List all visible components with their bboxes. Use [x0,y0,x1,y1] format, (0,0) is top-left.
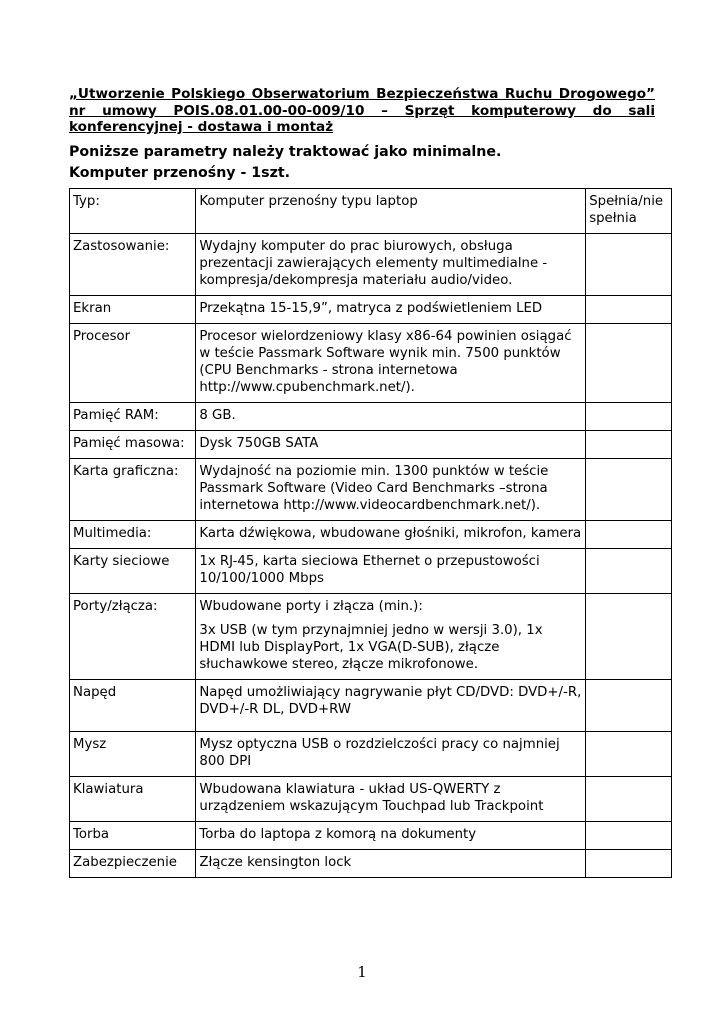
document-title: „Utworzenie Polskiego Obserwatorium Bezpieczeństwa Ruchu Drogowego” nr umowy POIS.08.01.00-00-009/10 – Sprzęt komputerowy do sali konferencyjnej - dostawa i montaż [69,86,655,135]
spec-table [69,188,672,878]
spec-value: Przekątna 15-15,9”, matryca z podświetleniem LED [196,296,586,324]
spec-label: Karta graficzna: [70,459,196,521]
spec-value-line: Wbudowane porty i złącza (min.): [199,599,423,614]
spec-value: Wbudowana klawiatura - układ US-QWERTY z urządzeniem wskazującym Touchpad lub Trackpoint [196,777,586,822]
table-row [70,431,672,459]
table-row [70,234,672,296]
compliance-header: Spełnia/nie spełnia [586,189,672,234]
page-number: 1 [357,963,367,981]
table-row [70,459,672,521]
section-heading: Komputer przenośny - 1szt. [69,165,291,181]
spec-label: Ekran [70,296,196,324]
table-row [70,680,672,732]
spec-label: Porty/złącza: [70,594,196,680]
table-row [70,403,672,431]
spec-value: Torba do laptopa z komorą na dokumenty [196,822,586,850]
table-row [70,521,672,549]
compliance-cell [586,296,672,324]
spec-value: Wydajność na poziomie min. 1300 punktów w teście Passmark Software (Video Card Benchmarks –strona internetowa http://www.videocardbenchmark.net/). [196,459,586,521]
compliance-cell [586,732,672,777]
spec-value: Złącze kensington lock [196,850,586,878]
table-row [70,549,672,594]
spec-label: Multimedia: [70,521,196,549]
spec-label: Karty sieciowe [70,549,196,594]
compliance-cell [586,459,672,521]
compliance-cell [586,549,672,594]
table-row [70,594,672,680]
spec-value [196,680,586,732]
spec-label: Zabezpieczenie [70,850,196,878]
compliance-cell [586,850,672,878]
compliance-cell [586,521,672,549]
table-row [70,324,672,403]
spec-label: Pamięć RAM: [70,403,196,431]
spec-value [196,594,586,680]
spec-value: Procesor wielordzeniowy klasy x86-64 powinien osiągać w teście Passmark Software wynik min. 7500 punktów (CPU Benchmarks - strona internetowa http://www.cpubenchmark.net/). [196,324,586,403]
compliance-cell [586,403,672,431]
compliance-cell [586,431,672,459]
compliance-cell [586,234,672,296]
spec-label: Pamięć masowa: [70,431,196,459]
spec-label: Klawiatura [70,777,196,822]
compliance-cell [586,594,672,680]
spec-value: Mysz optyczna USB o rozdzielczości pracy co najmniej 800 DPI [196,732,586,777]
compliance-cell [586,822,672,850]
spec-label: Torba [70,822,196,850]
table-row [70,850,672,878]
spec-value-line: 3x USB (w tym przynajmniej jedno w wersji 3.0), 1x HDMI lub DisplayPort, 1x VGA(D-SUB), złącze słuchawkowe stereo, złącze mikrofonowe. [199,623,543,672]
type-label: Typ: [70,189,196,234]
spec-label: Mysz [70,732,196,777]
table-row [70,296,672,324]
spec-value: 8 GB. [196,403,586,431]
spec-label: Napęd [70,680,196,732]
compliance-cell [586,324,672,403]
spec-value: Dysk 750GB SATA [196,431,586,459]
spec-label: Procesor [70,324,196,403]
requirements-note: Poniższe parametry należy traktować jako minimalne. [69,144,502,160]
spec-value: 1x RJ-45, karta sieciowa Ethernet o przepustowości 10/100/1000 Mbps [196,549,586,594]
table-row [70,822,672,850]
spec-label: Zastosowanie: [70,234,196,296]
spec-value: Karta dźwiękowa, wbudowane głośniki, mikrofon, kamera [196,521,586,549]
compliance-cell [586,777,672,822]
table-header-row [70,189,672,234]
spec-value-line: Napęd umożliwiający nagrywanie płyt CD/DVD: DVD+/-R, DVD+/-R DL, DVD+RW [199,685,582,717]
table-row [70,732,672,777]
table-row [70,777,672,822]
type-value: Komputer przenośny typu laptop [196,189,586,234]
spec-value: Wydajny komputer do prac biurowych, obsługa prezentacji zawierających elementy multimedialne - kompresja/dekompresja materiału audio/video. [196,234,586,296]
compliance-cell [586,680,672,732]
